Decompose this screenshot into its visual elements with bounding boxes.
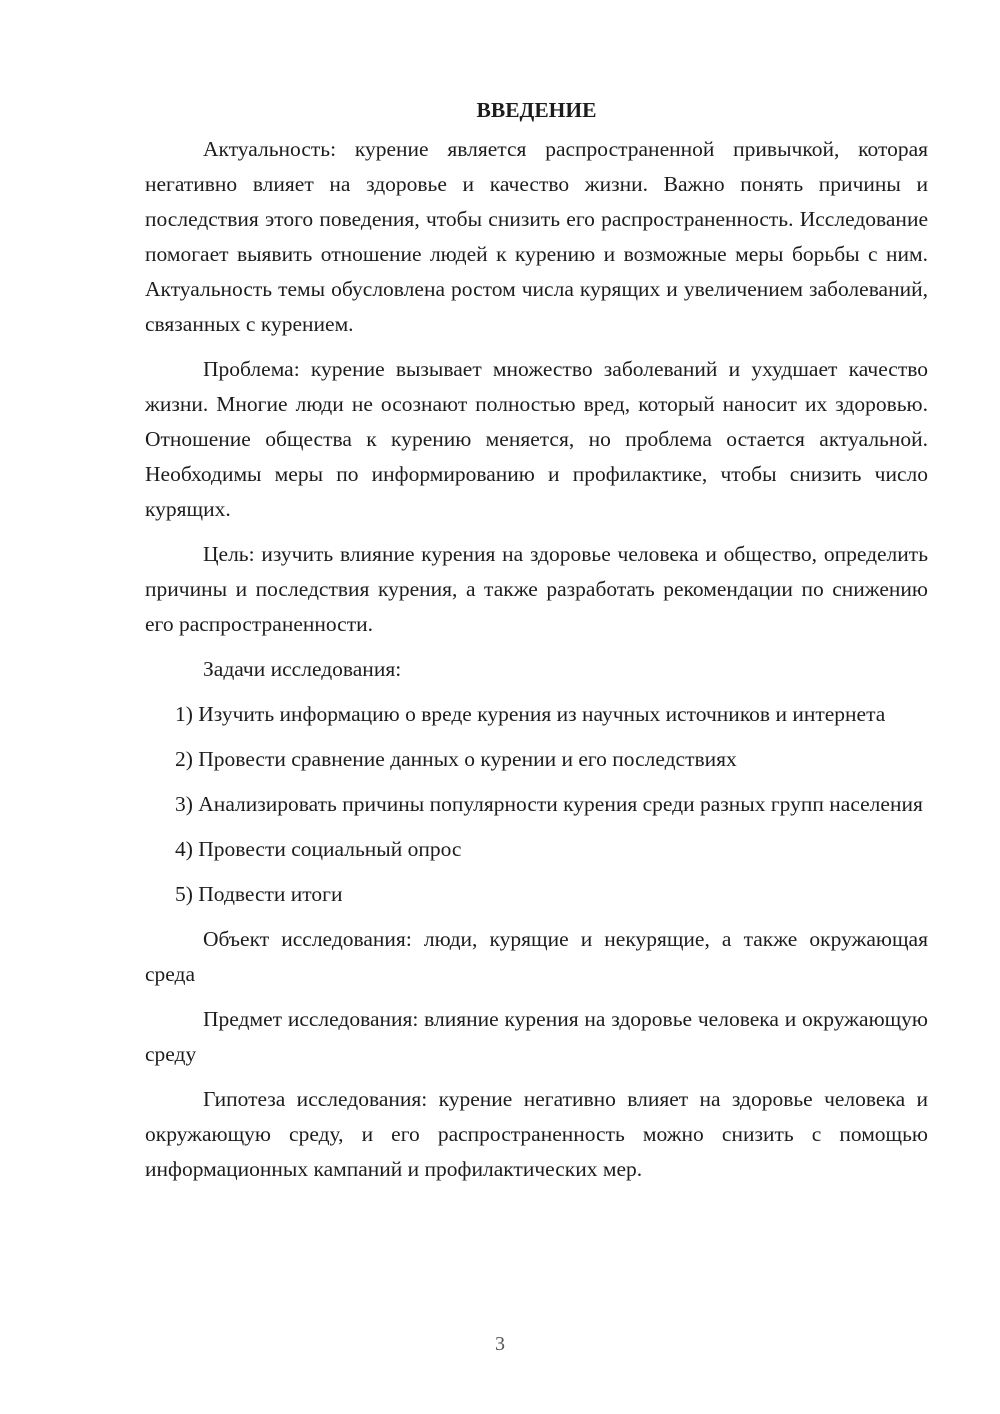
section-title: ВВЕДЕНИЕ — [476, 98, 597, 122]
task-item-2: 2) Провести сравнение данных о курении и его последствиях — [175, 747, 737, 771]
paragraph-hypothesis: Гипотеза исследования: курение негативно влияет на здоровье человека и окружающую среду, и его распространенность можно снизить с помощью информационных кампаний и профилактических мер. — [145, 1087, 928, 1181]
task-item-1: 1) Изучить информацию о вреде курения из научных источников и интернета — [175, 702, 886, 726]
task-item-3: 3) Анализировать причины популярности курения среди разных групп населения — [175, 792, 923, 816]
document-page — [145, 92, 928, 1197]
task-item-4: 4) Провести социальный опрос — [175, 837, 462, 861]
task-item-5: 5) Подвести итоги — [175, 882, 343, 906]
paragraph-problem: Проблема: курение вызывает множество заболеваний и ухудшает качество жизни. Многие люди не осознают полностью вред, который наносит их здоровью. Отношение общества к курению меняется, но проблема остается актуальной. Необходимы меры по информированию и профилактике, чтобы снизить число курящих. — [145, 357, 928, 521]
paragraph-object: Объект исследования: люди, курящие и некурящие, а также окружающая среда — [145, 927, 928, 986]
paragraph-subject: Предмет исследования: влияние курения на здоровье человека и окружающую среду — [145, 1007, 928, 1066]
paragraph-relevance: Актуальность: курение является распространенной привычкой, которая негативно влияет на здоровье и качество жизни. Важно понять причины и последствия этого поведения, чтобы снизить его распространенность. Исследование помогает выявить отношение людей к курению и возможные меры борьбы с ним. Актуальность темы обусловлена ростом числа курящих и увеличением заболеваний, связанных с курением. — [145, 137, 928, 336]
page-number: 3 — [495, 1333, 505, 1355]
paragraph-goal: Цель: изучить влияние курения на здоровье человека и общество, определить причины и последствия курения, а также разработать рекомендации по снижению его распространенности. — [145, 542, 928, 636]
paragraph-tasks-heading: Задачи исследования: — [203, 657, 402, 681]
